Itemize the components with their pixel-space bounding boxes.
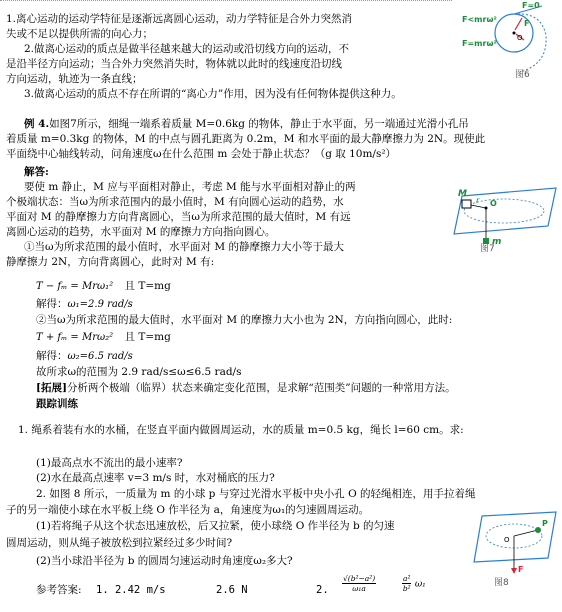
answer-omega: ω₁: [414, 579, 426, 590]
fraction-1-numerator: √(b²−a²): [343, 574, 376, 583]
extension-row: [36, 381, 556, 396]
fraction-2-denominator: b²: [402, 584, 411, 593]
example-section: [6, 117, 554, 162]
equation-2: T + fₘ = Mrω₂²: [36, 332, 114, 343]
solution-heading: 解答:: [24, 166, 49, 178]
question-2-line: (2)当小球沿半径为 b 的圆周匀速运动时角速度ω₂多大?: [36, 555, 293, 567]
string: [471, 205, 486, 208]
label-o: O: [504, 536, 510, 544]
question-2-line: 2. 如图 8 所示，一质量为 m 的小球 p 与穿过光滑水平板中央小孔 O 的轻绳相连，用手拉着绳: [36, 488, 476, 500]
fraction-2-numerator: a²: [403, 574, 411, 583]
figure-6-caption: 图6: [515, 70, 530, 80]
force-arrow: [515, 18, 522, 30]
extension-label: [拓展]: [36, 382, 67, 394]
answer-fraction-1: [342, 574, 376, 593]
question-2-line: 圆周运动，则从绳子被放松到拉紧经过多少时间?: [6, 537, 233, 549]
case-2: ②当ω为所求范围的最大值时，水平面对 M 的摩擦力大小也为 2N，方向指向圆心，此时:: [36, 314, 453, 326]
answer-1: 1. 2.42 m/s: [96, 584, 166, 596]
rotating-plane: [454, 188, 556, 234]
label-big-m: M: [458, 189, 467, 199]
rope: [514, 530, 538, 536]
figure-7-caption: 图7: [480, 244, 495, 254]
intro-line: 3.做离心运动的质点不存在所谓的“离心力”作用，因为没有任何物体提供这种力。: [24, 88, 402, 100]
solution-line: 离圆心运动的趋势，水平面对 M 的摩擦力方向指向圆心。: [6, 226, 276, 238]
label-f: F: [524, 19, 530, 28]
equation-1: T − fₘ = Mrω₁²: [36, 281, 114, 292]
solution-line: ①当ω为所求范围的最小值时，水平面对 M 的静摩擦力大小等于最大: [24, 241, 344, 253]
solution-line: 要使 m 静止，M 应与平面相对静止，考虑 M 能与水平面相对静止的两: [24, 181, 356, 193]
example-label: 例 4.: [24, 118, 50, 130]
force-arrowhead: [511, 568, 517, 574]
label-f-more: F=mrω²: [462, 39, 497, 48]
figure-6: [462, 0, 558, 86]
range-result: 故所求ω的范围为 2.9 rad/s≤ω≤6.5 rad/s: [36, 366, 242, 378]
result-1: ω₁=2.9 rad/s: [67, 299, 133, 310]
result-2-label: 解得：: [36, 350, 68, 362]
label-o: O: [490, 199, 497, 208]
practice-heading: 跟踪训练: [36, 398, 78, 410]
label-r: r: [476, 196, 480, 205]
result-2: ω₂=6.5 rad/s: [67, 351, 133, 362]
equation-2-row: [36, 330, 171, 345]
question-1-sub: (1)最高点水不流出的最小速率?: [36, 457, 183, 469]
intro-line: 方向运动，轨迹为一条直线；: [6, 73, 143, 85]
label-small-m: m: [492, 237, 502, 247]
example-line: 平面绕中心轴线转动，问角速度ω在什么范围 m 会处于静止状态？（g 取 10m/s²）: [6, 148, 397, 160]
figure-7: [452, 182, 558, 252]
question-2-line: (1)若将绳子从这个状态迅速放松，后又拉紧，使小球绕 O 作半径为 b 的匀速: [36, 520, 395, 532]
answer-fraction-2: [402, 574, 426, 593]
ball-p: [535, 527, 541, 533]
page-top-rule: [0, 0, 452, 3]
label-o: O: [517, 34, 523, 42]
solution-line: 平面对 M 的静摩擦力方向背离圆心，当ω为所求范围的最大值时，M 有远: [6, 211, 351, 223]
figure-8: [470, 506, 558, 582]
intro-line: 1.离心运动的运动学特征是逐渐远离圆心运动，动力学特征是合外力突然消: [6, 13, 353, 25]
question-1-sub: (2)水在最高点速率 v=3 m/s 时，水对桶底的压力?: [36, 472, 275, 484]
label-f: F: [518, 565, 524, 574]
equation-2-tail: 且 T=mg: [124, 331, 171, 343]
question-1: 1. 绳系着装有水的水桶，在竖直平面内做圆周运动，水的质量 m=0.5 kg，绳长 l=60 cm。求:: [18, 424, 464, 436]
result-1-row: [36, 297, 133, 312]
answer-2: 2.: [316, 584, 329, 596]
intro-section: [6, 12, 458, 102]
answer-1b: 2.6 N: [216, 584, 248, 596]
intro-line: 失或不足以提供所需的向心力；: [6, 28, 153, 40]
equation-1-tail: 且 T=mg: [124, 280, 171, 292]
solution-section: [6, 165, 446, 270]
figure-8-caption: 图8: [494, 578, 509, 588]
intro-line: 是沿半径方向运动；当合外力突然消失时，物体就以此时的线速度沿切线: [6, 58, 342, 70]
answers-label: 参考答案:: [36, 584, 82, 596]
label-p: P: [542, 519, 548, 528]
solution-line: 静摩擦力 2N，方向背离圆心，此时对 M 有:: [6, 256, 215, 268]
fraction-1-denominator: ω₁a: [352, 584, 366, 593]
intro-line: 2.做离心运动的质点是做半径越来越大的运动或沿切线方向的运动，不: [24, 43, 350, 55]
example-line: 如图7所示，细绳一端系着质量 M=0.6kg 的物体，静止于水平面，另一端通过光滑小孔吊: [49, 118, 469, 130]
extension-text: 分析两个极端（临界）状态来确定变化范围，是求解“范围类”问题的一种常用方法。: [66, 382, 456, 394]
result-2-row: [36, 349, 133, 364]
center-dot: [513, 32, 516, 35]
solution-line: 个极端状态：当ω为所求范围内的最小值时，M 有向圆心运动的趋势，水: [6, 196, 344, 208]
question-2-line: 子的另一端使小球在水平板上绕 O 作半径为 a，角速度为ω₁的匀速圆周运动。: [6, 504, 370, 516]
example-line: 着质量 m=0.3kg 的物体，M 的中点与圆孔距离为 0.2m，M 和水平面的最大静摩擦力为 2N。现使此: [6, 133, 486, 145]
result-1-label: 解得：: [36, 298, 68, 310]
label-f0: F=0: [522, 1, 540, 10]
label-f-less: F<mrω²: [462, 15, 497, 24]
block-m: [462, 200, 471, 208]
equation-1-row: [36, 279, 171, 294]
